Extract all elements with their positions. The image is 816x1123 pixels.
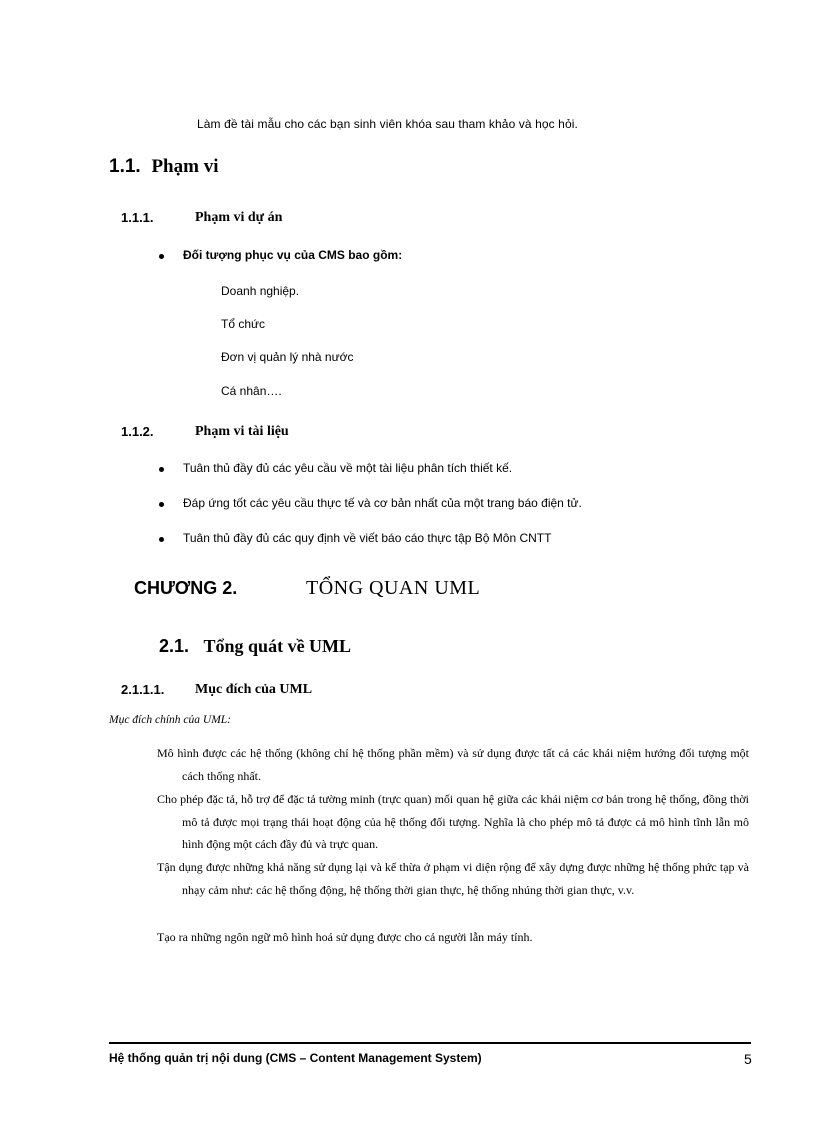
purpose-label: Mục đích chính của UML:: [109, 714, 231, 726]
heading-1-1-2-title: Phạm vi tài liệu: [195, 424, 289, 439]
audience-item: Tổ chức: [221, 317, 266, 331]
intro-text: Làm đề tài mẫu cho các bạn sinh viên khóa sau tham khảo và học hỏi.: [197, 117, 578, 131]
heading-2-1-1-1-title: Mục đích của UML: [195, 682, 313, 697]
footer-rule: [109, 1042, 751, 1044]
heading-1-1: [109, 156, 218, 178]
heading-2-1: [159, 636, 351, 657]
bullet-dot: [159, 537, 164, 542]
footer-title: Hệ thống quản trị nội dung (CMS – Content Management System): [109, 1051, 482, 1065]
heading-1-1-number: 1.1.: [109, 156, 141, 177]
audience-item: Cá nhân….: [221, 384, 282, 398]
page-number: 5: [744, 1051, 752, 1067]
audience-item: Đơn vị quản lý nhà nước: [221, 350, 354, 364]
heading-2-1-1-1-title-wrap: [195, 682, 312, 698]
heading-1-1-title: Phạm vi: [151, 156, 219, 177]
audience-item: Doanh nghiệp.: [221, 284, 300, 298]
heading-1-1-2: [121, 424, 154, 441]
heading-1-1-2-number: 1.1.2.: [121, 424, 154, 439]
heading-1-1-2-title-wrap: [195, 424, 289, 440]
purpose-paragraph: Cho phép đặc tả, hỗ trợ để đặc tả tường minh (trực quan) mối quan hệ giữa các khái niệm cơ bản trong hệ thống, đồng thời mô tả được mọi trạng thái hoạt động của hệ thống đối tượng. Nghĩa là cho phép mô tả được cả mô hình tĩnh lẫn mô hình động một cách đầy đủ và trực quan.: [157, 792, 749, 851]
audience-bullet: Đối tượng phục vụ của CMS bao gồm:: [183, 248, 403, 262]
purpose-paragraph: Tạo ra những ngôn ngữ mô hình hoá sử dụng được cho cả người lẫn máy tính.: [157, 930, 533, 944]
heading-1-1-1-title: Phạm vi dự án: [195, 210, 283, 225]
heading-2-1-1-1: [121, 682, 164, 699]
bullet-dot: [159, 254, 164, 259]
document-scope-bullet: Đáp ứng tốt các yêu cầu thực tế và cơ bản nhất của một trang báo điện tử.: [183, 496, 582, 510]
bullet-dot: [159, 502, 164, 507]
chapter-title: TỔNG QUAN UML: [306, 577, 481, 599]
purpose-paragraph: Tận dụng được những khả năng sử dụng lại và kế thừa ở phạm vi diện rộng để xây dựng được những hệ thống phức tạp và nhạy cảm như: các hệ thống động, hệ thống thời gian thực, hệ thống nhúng thời gian thực, v.v.: [157, 860, 749, 897]
document-scope-bullet: Tuân thủ đầy đủ các yêu cầu về một tài liệu phân tích thiết kế.: [183, 461, 513, 475]
heading-1-1-1-title-wrap: [195, 210, 282, 226]
heading-2-1-title: Tổng quát về UML: [203, 636, 352, 656]
heading-1-1-1: [121, 210, 154, 227]
chapter-number: CHƯƠNG 2.: [134, 578, 238, 598]
heading-1-1-1-number: 1.1.1.: [121, 210, 154, 225]
bullet-dot: [159, 467, 164, 472]
document-scope-bullet: Tuân thủ đầy đủ các quy định về viết báo cáo thực tập Bộ Môn CNTT: [183, 531, 552, 545]
heading-2-1-1-1-number: 2.1.1.1.: [121, 682, 165, 697]
purpose-paragraph: Mô hình được các hệ thống (không chỉ hệ thống phần mềm) và sử dụng được tất cả các khái niệm hướng đối tượng một cách thống nhất.: [157, 746, 749, 783]
heading-2-1-number: 2.1.: [159, 636, 190, 656]
